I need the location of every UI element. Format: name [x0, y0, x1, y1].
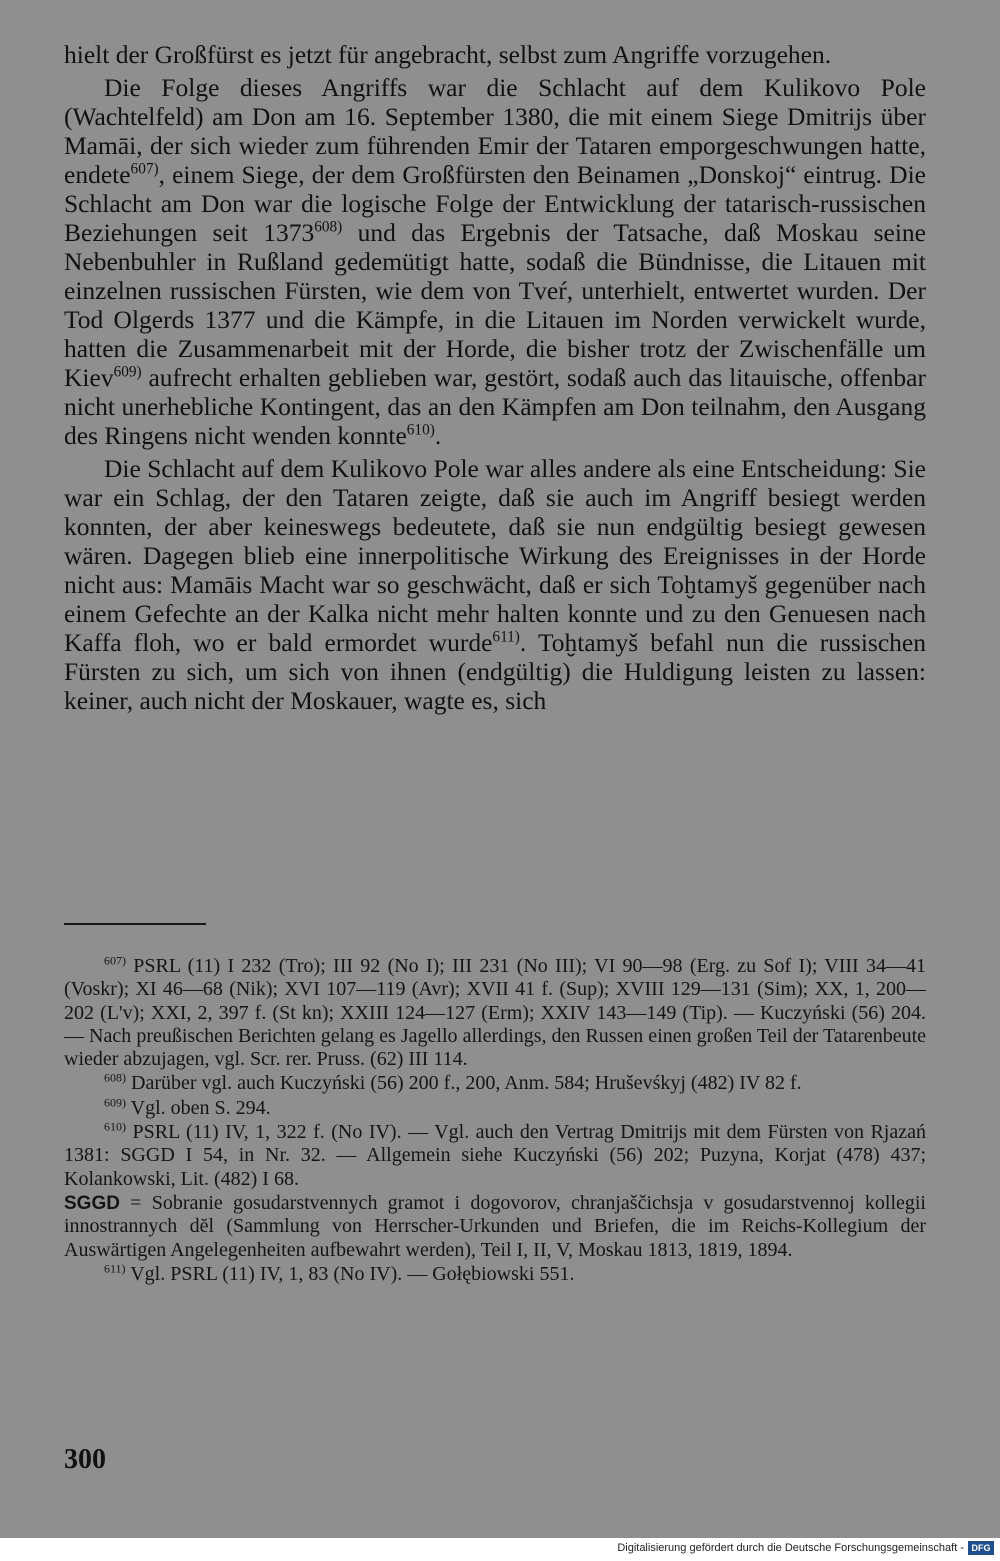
footnotes — [64, 955, 926, 1287]
footnote-608: $^{608)}$ Darüber vgl. auch Kuczyński (56) 200 f., 200, Anm. 584; Hruševśkyj (482) IV 82 f. — [104, 1070, 802, 1095]
page-number: 300 — [64, 1444, 106, 1475]
main-text — [64, 40, 926, 719]
footnote-ref-611[interactable]: 611) — [492, 628, 520, 646]
paragraph-2: Die Folge dieses Angriffs war die Schlacht auf dem Kulikovo Pole (Wachtelfeld) am Don am 16. September 1380, die mit einem Siege Dmitrijs über Mamāi, der sich wieder zum führenden Emir der Tataren emporgeschwungen hatte, endete$^{607)}$, einem Siege, der dem Großfürsten den Beinamen „Donskoj“ eintrug. Die Schlacht am Don war die logische Folge der Entwicklung der tatarisch-russischen Beziehungen seit 1373$^{608)}$ und das Ergebnis der Tatsache, daß Moskau seine Nebenbuhler in Rußland gedemütigt hatte, sodaß die Bündnisse, die Litauen mit einzelnen russischen Fürsten, wie dem von Tveŕ, unterhielt, entwertet wurden. Der Tod Olgerds 1377 und die Kämpfe, in die Litauen im Norden verwickelt wurde, hatten die Zusammenarbeit mit der Horde, die bisher trotz der Zwischenfälle um Kiev$^{609)}$ aufrecht erhalten geblieben war, gestört, sodaß auch das litauische, offenbar nicht unerhebliche Kontingent, das an den Kämpfen am Don teilnahm, den Ausgang des Ringens nicht wenden konnte$^{610)}$. — [64, 73, 927, 450]
footnote-610: $^{610)}$ PSRL (11) IV, 1, 322 f. (No IV). — Vgl. auch den Vertrag Dmitrijs mit dem Fürsten von Rjazań 1381: SGGD I 54, in Nr. 32. — Allgemein siehe Kuczyński (56) 202; Puzyna, Korjat (478) 437; Kolankowski, Lit. (482) I 68. — [64, 1119, 926, 1190]
paragraph-3: Die Schlacht auf dem Kulikovo Pole war alles andere als eine Entscheidung: Sie war ein Schlag, der den Tataren zeigte, daß sie auch im Angriff besiegt werden konnten, der aber keineswegs bedeutete, daß sie nun endgültig besiegt gewesen wären. Dagegen blieb eine innerpolitische Wirkung des Ereignisses in der Horde nicht aus: Mamāis Macht war so geschwächt, daß er sich Toḫtamyš gegenüber nach einem Gefechte an der Kalka nicht mehr halten konnte und zu den Genuesen nach Kaffa floh, wo er bald ermordet wurde$^{611)}$. Toḫtamyš befahl nun die russischen Fürsten zu sich, um sich von ihnen (endgültig) die Huldigung leisten zu lassen: keiner, auch nicht der Moskauer, wagte es, sich — [64, 454, 926, 715]
footnote-ref-608[interactable]: 608) — [314, 218, 343, 236]
credit-bar — [0, 1538, 1000, 1561]
paragraph-1: hielt der Großfürst es jetzt für angebracht, selbst zum Angriffe vorzugehen. — [64, 40, 832, 69]
footnote-ref-610[interactable]: 610) — [406, 421, 435, 439]
footnote-ref-607[interactable]: 607) — [130, 160, 159, 178]
funding-credit: Digitalisierung gefördert durch die Deutsche Forschungsgemeinschaft - — [617, 1542, 964, 1554]
footnote-ref-609[interactable]: 609) — [113, 363, 142, 381]
footnote-607: $^{607)}$ PSRL (11) I 232 (Tro); III 92 (No I); III 231 (No III); VI 90—98 (Erg. zu Sof I); VIII 34—41 (Voskr); XI 46—68 (Nik); XVI 107—119 (Avr); XVII 41 f. (Sup); XVIII 129—131 (Sim); XX, 1, 200—202 (L'v); XXI, 2, 397 f. (St kn); XXIII 124—127 (Erm); XXIV 143—149 (Tip). — Kuczyński (56) 204. — Nach preußischen Berichten gelang es Jagello allerdings, den Russen einen großen Teil der Tatarenbeute wieder abzujagen, vgl. Scr. rer. Pruss. (62) III 114. — [64, 953, 926, 1071]
footnote-609: $^{609)}$ Vgl. oben S. 294. — [104, 1095, 271, 1119]
footnote-sggd: SGGD = Sobranie gosudarstvennych gramot i dogovorov, chranjaščichsja v gosudarstvennoj kollegii innostrannych dĕl (Sammlung von Herrscher-Urkunden und Briefen, die im Reichs-Kollegium der Auswärtigen Angelegenheiten aufbewahrt werden), Teil I, II, V, Moskau 1813, 1819, 1894. — [64, 1191, 926, 1261]
footnote-separator — [64, 923, 206, 925]
footnote-611: $^{611)}$ Vgl. PSRL (11) IV, 1, 83 (No IV). — Gołębiowski 551. — [104, 1261, 575, 1285]
dfg-logo-icon: DFG — [968, 1541, 994, 1555]
